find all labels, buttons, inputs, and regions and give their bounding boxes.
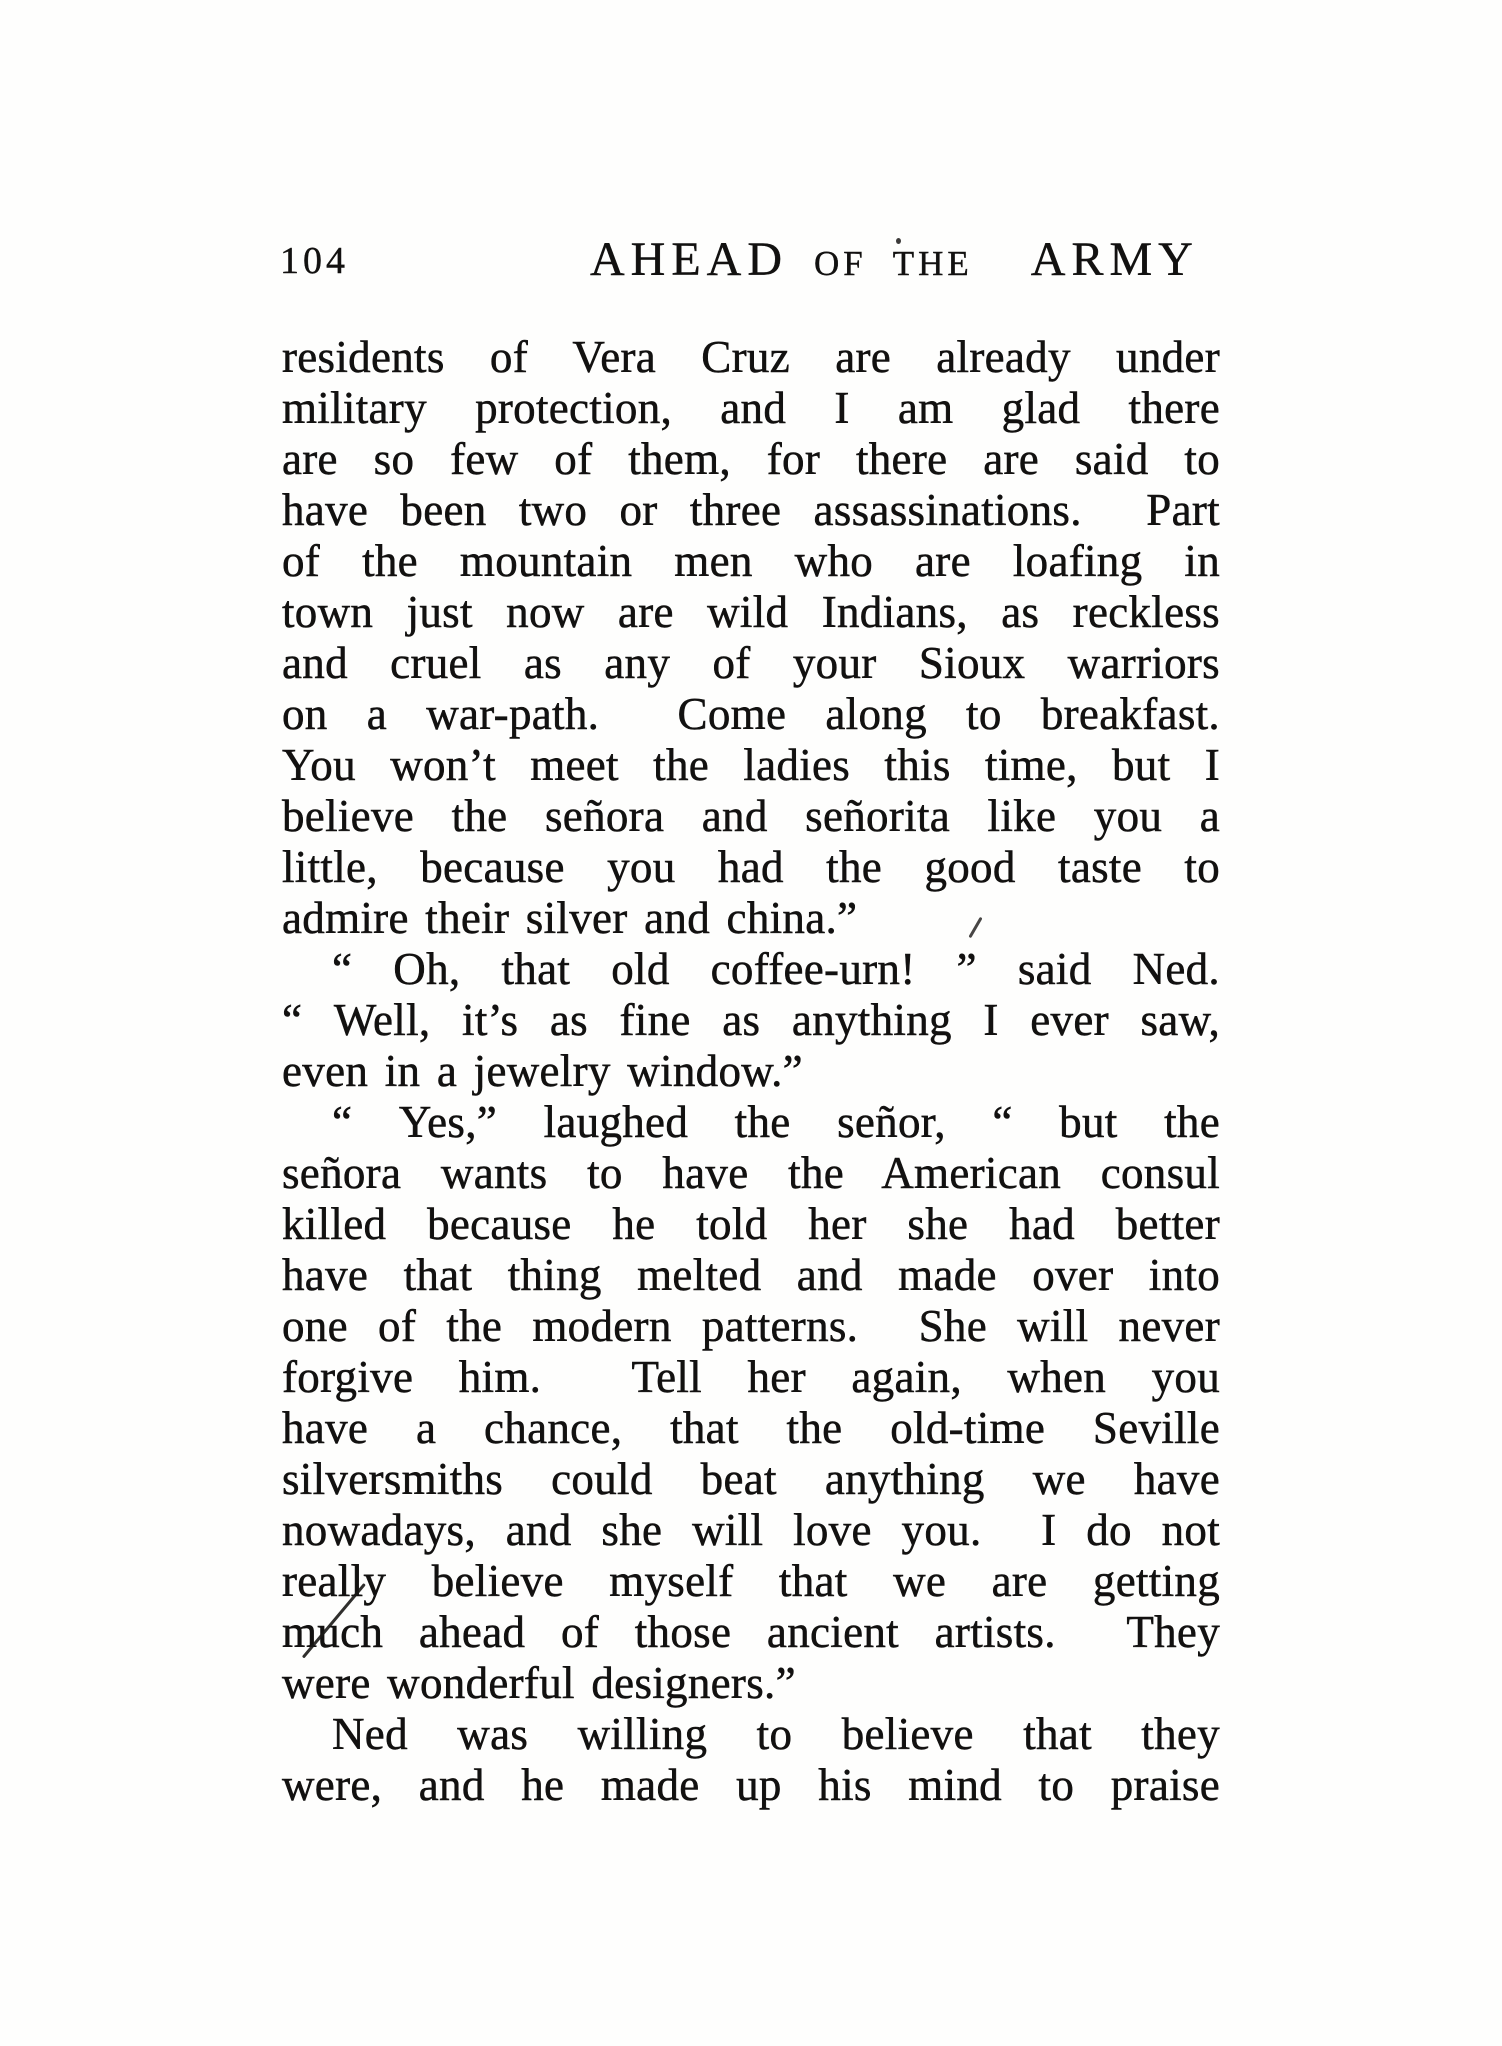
- page-number: 104: [280, 240, 349, 282]
- text-line: even in a jewelry window.”: [282, 1046, 803, 1096]
- text-line: have that thing melted and made over into: [282, 1250, 1220, 1300]
- text-line: and cruel as any of your Sioux warriors: [282, 638, 1220, 688]
- text-line: silversmiths could beat anything we have: [282, 1454, 1220, 1504]
- ink-speck-artifact: [896, 238, 901, 244]
- text-line: forgive him. Tell her again, when you: [282, 1352, 1220, 1402]
- text-line: little, because you had the good taste to: [282, 842, 1220, 892]
- text-line: on a war-path. Come along to breakfast.: [282, 689, 1220, 739]
- running-head-word-the: THE: [892, 244, 973, 283]
- text-line: have been two or three assassinations. Part: [282, 485, 1220, 535]
- running-head-word-army: ARMY: [1030, 233, 1199, 286]
- text-line: “ Oh, that old coffee-urn! ” said Ned.: [332, 944, 1220, 994]
- text-line: believe the señora and señorita like you a: [282, 791, 1220, 841]
- text-line: nowadays, and she will love you. I do not: [282, 1505, 1220, 1555]
- text-line: military protection, and I am glad there: [282, 383, 1220, 433]
- running-head: [590, 233, 1199, 286]
- text-line: were wonderful designers.”: [282, 1658, 796, 1708]
- text-line: much ahead of those ancient artists. They: [282, 1607, 1220, 1657]
- text-line: señora wants to have the American consul: [282, 1148, 1220, 1198]
- text-line: residents of Vera Cruz are already under: [282, 332, 1220, 382]
- text-line: one of the modern patterns. She will never: [282, 1301, 1220, 1351]
- text-line: have a chance, that the old-time Seville: [282, 1403, 1220, 1453]
- running-head-word-of: OF: [813, 244, 867, 283]
- text-line: are so few of them, for there are said to: [282, 434, 1220, 484]
- page-body-text: [282, 332, 1220, 1811]
- text-line: “ Yes,” laughed the señor, “ but the: [332, 1097, 1220, 1147]
- text-line: killed because he told her she had better: [282, 1199, 1220, 1249]
- text-line: “ Well, it’s as fine as anything I ever saw,: [282, 995, 1220, 1045]
- text-line: Ned was willing to believe that they: [332, 1709, 1220, 1759]
- text-line: of the mountain men who are loafing in: [282, 536, 1220, 586]
- running-head-word-ahead: AHEAD: [590, 233, 788, 286]
- text-line: really believe myself that we are getting: [282, 1556, 1220, 1606]
- text-line: were, and he made up his mind to praise: [282, 1760, 1220, 1810]
- text-line: town just now are wild Indians, as reckless: [282, 587, 1220, 637]
- text-line: admire their silver and china.”: [282, 893, 858, 943]
- text-line: You won’t meet the ladies this time, but I: [282, 740, 1220, 790]
